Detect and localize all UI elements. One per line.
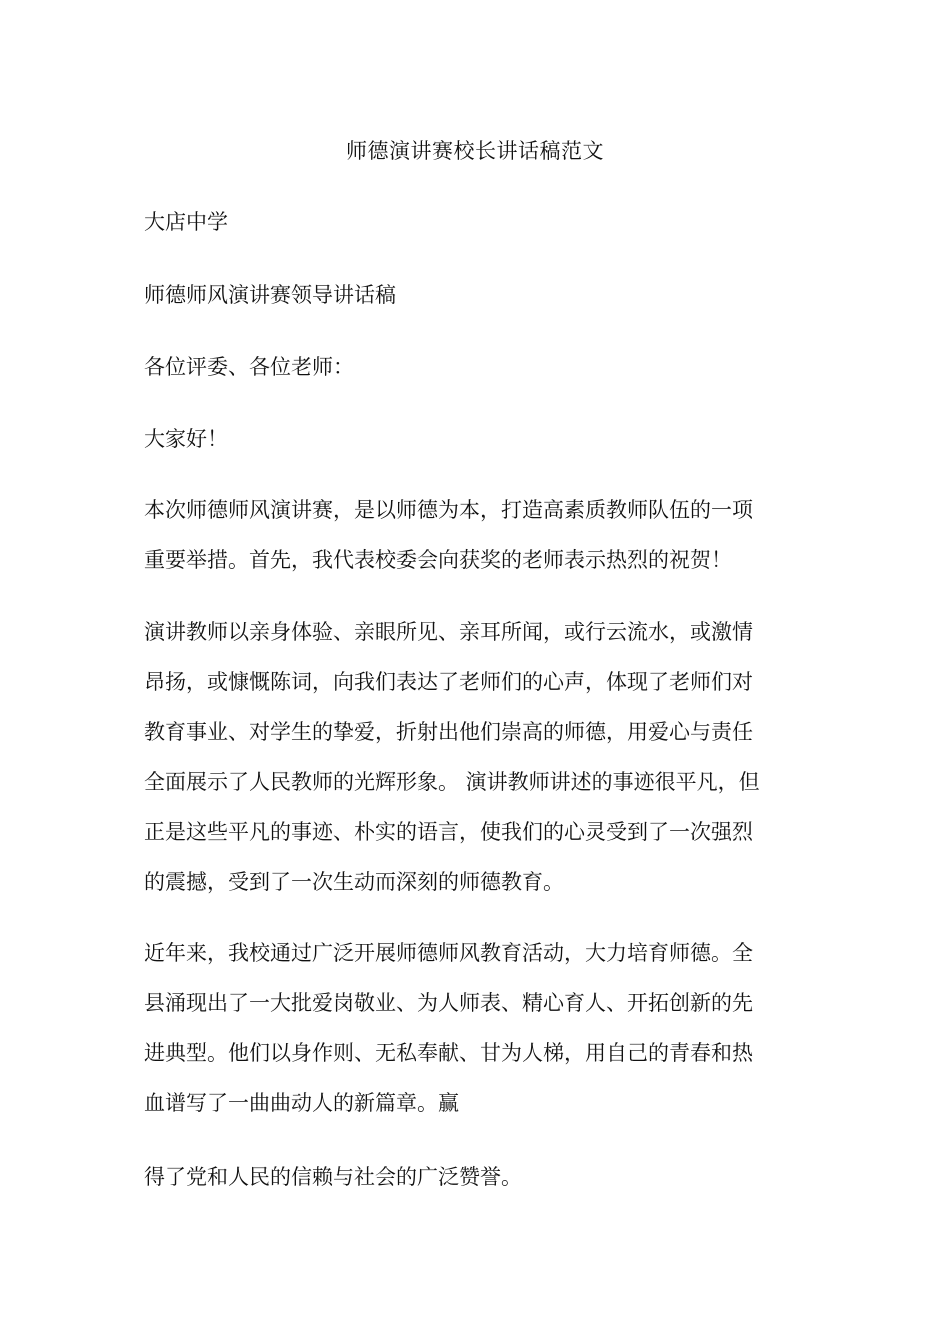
paragraph-line: 血谱写了一曲曲动人的新篇章。赢	[144, 1091, 459, 1115]
paragraph-line: 进典型。他们以身作则、无私奉献、甘为人梯，用自己的青春和热	[144, 1041, 753, 1065]
paragraph-line: 的震撼，受到了一次生动而深刻的师德教育。	[144, 870, 564, 894]
closing-line: 得了党和人民的信赖与社会的广泛赞誉。	[144, 1165, 522, 1189]
paragraph-line: 本次师德师风演讲赛，是以师德为本，打造高素质教师队伍的一项	[144, 498, 753, 522]
paragraph-line: 全面展示了人民教师的光辉形象。 演讲教师讲述的事迹很平凡，但	[144, 770, 760, 794]
paragraph-line: 昂扬，或慷慨陈词，向我们表达了老师们的心声，体现了老师们对	[144, 670, 753, 694]
paragraph-line: 重要举措。首先，我代表校委会向获奖的老师表示热烈的祝贺！	[144, 548, 732, 572]
paragraph-line: 正是这些平凡的事迹、朴实的语言，使我们的心灵受到了一次强烈	[144, 820, 753, 844]
document-subtitle: 师德师风演讲赛领导讲话稿	[144, 283, 396, 307]
salutation: 各位评委、各位老师：	[144, 355, 354, 379]
paragraph-1	[144, 485, 824, 585]
paragraph-2	[144, 607, 824, 907]
paragraph-line: 近年来，我校通过广泛开展师德师风教育活动，大力培育师德。全	[144, 941, 753, 965]
paragraph-line: 教育事业、对学生的挚爱，折射出他们崇高的师德，用爱心与责任	[144, 720, 753, 744]
document-title: 师德演讲赛校长讲话稿范文	[346, 139, 604, 163]
paragraph-line: 演讲教师以亲身体验、亲眼所见、亲耳所闻，或行云流水，或激情	[144, 620, 753, 644]
paragraph-line: 县涌现出了一大批爱岗敬业、为人师表、精心育人、开拓创新的先	[144, 991, 753, 1015]
school-name: 大店中学	[144, 210, 228, 234]
greeting: 大家好！	[144, 427, 228, 451]
paragraph-3	[144, 928, 824, 1128]
